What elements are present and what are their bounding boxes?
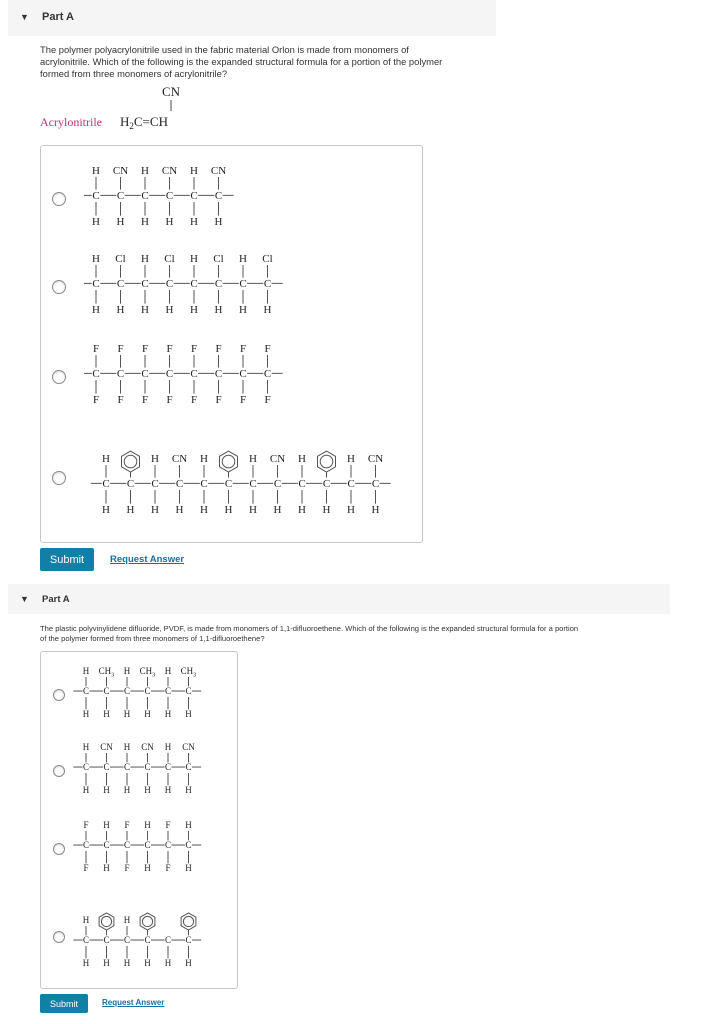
substituent-top: CN: [269, 453, 286, 465]
carbon-atom: C: [224, 478, 233, 490]
carbon-atom: C: [190, 190, 198, 202]
carbon-atom: C: [92, 368, 100, 380]
substituent-bottom: F: [215, 394, 222, 406]
formula-option-4: [72, 893, 222, 973]
carbon-atom: C: [92, 278, 100, 290]
substituent-bottom: H: [126, 504, 135, 516]
substituent-bottom: H: [298, 504, 306, 516]
substituent-top: F: [215, 343, 222, 355]
substituent-bottom: F: [92, 394, 100, 406]
substituent-bottom: H: [102, 504, 110, 516]
question-line: formed from three monomers of acrylonitrile?: [40, 68, 228, 79]
substituent-bottom: H: [214, 216, 223, 228]
substituent-top: F: [239, 343, 247, 355]
carbon-atom: C: [263, 368, 272, 380]
substituent-bottom: H: [175, 504, 184, 516]
carbon-atom: C: [200, 478, 208, 490]
substituent-bottom: H: [123, 785, 131, 795]
carbon-atom: C: [141, 368, 149, 380]
substituent-bottom: H: [371, 504, 380, 516]
substituent-top: Cl: [164, 253, 175, 265]
substituent-bottom: F: [239, 394, 247, 406]
carbon-atom: C: [239, 368, 247, 380]
substituent-bottom: H: [200, 504, 208, 516]
question-text: [40, 624, 578, 644]
carbon-atom: C: [92, 190, 100, 202]
substituent-bottom: H: [144, 958, 151, 968]
carbon-atom: C: [103, 686, 110, 696]
carbon-atom: C: [214, 368, 223, 380]
carbon-atom: C: [239, 278, 247, 290]
substituent-bottom: H: [123, 709, 131, 719]
monomer-label: Acrylonitrile: [40, 115, 102, 129]
substituent-top: H: [82, 742, 90, 752]
substituent-bottom: H: [322, 504, 331, 516]
substituent-bottom: H: [103, 863, 110, 873]
substituent-top: CN: [112, 165, 129, 177]
carbon-atom: C: [164, 935, 172, 945]
substituent-top: H: [200, 453, 208, 465]
substituent-top: $CH_3$: [180, 666, 197, 679]
substituent-top: H: [164, 666, 172, 676]
part-title: Part A: [42, 594, 70, 605]
substituent-bottom: H: [92, 216, 100, 228]
substituent-bottom: H: [185, 709, 192, 719]
substituent-bottom: F: [166, 394, 173, 406]
question-line: The plastic polyvinylidene difluoride, PVDF, is made from monomers of 1,1-difluoroethene. Which of the following is the expanded structural formula for a portion: [40, 624, 579, 633]
submit-button[interactable]: Submit: [40, 548, 94, 571]
carbon-atom: C: [144, 762, 151, 772]
substituent-top: Cl: [115, 253, 126, 265]
substituent-top: F: [92, 343, 100, 355]
substituent-bottom: H: [214, 304, 223, 316]
carbon-atom: C: [164, 762, 172, 772]
substituent-top: CN: [161, 165, 178, 177]
substituent-bottom: H: [144, 863, 151, 873]
substituent-top: H: [82, 666, 90, 676]
substituent-bottom: H: [224, 504, 233, 516]
substituent-bottom: H: [103, 958, 110, 968]
carbon-atom: C: [165, 368, 174, 380]
substituent-top: CN: [100, 742, 113, 752]
carbon-atom: C: [214, 278, 223, 290]
carbon-atom: C: [82, 762, 90, 772]
submit-button[interactable]: Submit: [40, 994, 88, 1013]
substituent-top: H: [249, 453, 257, 465]
substituent-bottom: H: [103, 785, 110, 795]
request-answer-link[interactable]: Request Answer: [102, 998, 165, 1007]
substituent-bottom: H: [185, 785, 192, 795]
option-radio[interactable]: [53, 843, 65, 855]
substituent-bottom: H: [144, 709, 151, 719]
substituent-bottom: H: [144, 785, 151, 795]
carbon-atom: C: [185, 686, 192, 696]
substituent-bottom: H: [151, 504, 159, 516]
carbon-atom: C: [123, 686, 131, 696]
carbon-atom: C: [322, 478, 331, 490]
option-radio[interactable]: [52, 192, 66, 206]
carbon-atom: C: [298, 478, 306, 490]
substituent-bottom: H: [103, 709, 110, 719]
substituent-top: H: [185, 820, 192, 830]
option-radio[interactable]: [52, 280, 66, 294]
carbon-atom: C: [175, 478, 184, 490]
question-line: of the polymer formed from three monomers of 1,1-difluoroethene?: [40, 634, 265, 643]
substituent-bottom: H: [185, 863, 192, 873]
carbon-atom: C: [151, 478, 159, 490]
carbon-atom: C: [144, 840, 151, 850]
substituent-bottom: H: [249, 504, 257, 516]
part-header[interactable]: [8, 584, 670, 614]
part-header[interactable]: [8, 0, 496, 36]
substituent-bottom: H: [190, 216, 198, 228]
monomer-formula: [116, 84, 196, 132]
substituent-bottom: F: [124, 863, 130, 873]
substituent-bottom: H: [92, 304, 100, 316]
substituent-bottom: H: [141, 216, 149, 228]
substituent-top: CN: [182, 742, 195, 752]
carbon-atom: C: [82, 686, 90, 696]
carbon-atom: C: [273, 478, 282, 490]
substituent-top: H: [141, 253, 149, 265]
carbon-atom: C: [185, 935, 192, 945]
substituent-bottom: H: [123, 958, 131, 968]
carbon-atom: C: [144, 935, 151, 945]
formula-option-2: [72, 738, 222, 798]
monomer-top: CN: [162, 84, 181, 99]
collapse-caret-icon[interactable]: ▼: [20, 12, 29, 22]
carbon-atom: C: [249, 478, 257, 490]
part-title: Part A: [42, 11, 74, 23]
formula-sub: 2: [129, 121, 134, 131]
substituent-top: F: [165, 820, 171, 830]
substituent-bottom: H: [165, 216, 174, 228]
carbon-atom: C: [185, 762, 192, 772]
carbon-atom: C: [141, 278, 149, 290]
substituent-top: H: [347, 453, 355, 465]
substituent-top: H: [164, 742, 172, 752]
substituent-top: $CH_3$: [98, 666, 115, 679]
phenyl-ring-icon-ring: [124, 455, 137, 468]
carbon-atom: C: [165, 278, 174, 290]
substituent-top: H: [151, 453, 159, 465]
substituent-bottom: H: [263, 304, 272, 316]
substituent-top: H: [298, 453, 306, 465]
substituent-bottom: H: [82, 785, 90, 795]
collapse-caret-icon[interactable]: ▼: [20, 594, 29, 604]
carbon-atom: C: [116, 190, 125, 202]
carbon-atom: C: [263, 278, 272, 290]
carbon-atom: C: [144, 686, 151, 696]
substituent-bottom: H: [141, 304, 149, 316]
substituent-top: F: [124, 820, 130, 830]
carbon-atom: C: [185, 840, 192, 850]
carbon-atom: C: [123, 840, 131, 850]
question-line: The polymer polyacrylonitrile used in the fabric material Orlon is made from monomers of: [40, 44, 409, 55]
carbon-atom: C: [103, 935, 110, 945]
formula-option-3: [72, 816, 222, 876]
formula-option-3: [84, 336, 294, 408]
carbon-atom: C: [165, 190, 174, 202]
substituent-top: H: [190, 253, 198, 265]
substituent-top: H: [190, 165, 198, 177]
substituent-top: Cl: [262, 253, 273, 265]
substituent-top: H: [92, 165, 100, 177]
substituent-top: H: [103, 820, 110, 830]
question-text: [40, 44, 442, 80]
substituent-bottom: H: [185, 958, 192, 968]
substituent-top: Cl: [213, 253, 224, 265]
substituent-bottom: F: [117, 394, 124, 406]
carbon-atom: C: [141, 190, 149, 202]
carbon-atom: C: [116, 368, 125, 380]
carbon-atom: C: [82, 935, 90, 945]
phenyl-ring-icon-ring: [183, 916, 193, 926]
carbon-atom: C: [190, 278, 198, 290]
substituent-bottom: H: [164, 709, 172, 719]
substituent-top: CN: [141, 742, 154, 752]
substituent-top: H: [141, 165, 149, 177]
substituent-top: H: [102, 453, 110, 465]
option-radio[interactable]: [52, 370, 66, 384]
substituent-bottom: F: [83, 863, 89, 873]
carbon-atom: C: [123, 935, 131, 945]
formula-option-1: [72, 662, 222, 722]
substituent-top: F: [190, 343, 198, 355]
substituent-bottom: H: [82, 709, 90, 719]
formula-option-2: [84, 246, 294, 318]
carbon-atom: C: [116, 278, 125, 290]
carbon-atom: C: [164, 686, 172, 696]
carbon-atom: C: [82, 840, 90, 850]
substituent-bottom: H: [347, 504, 355, 516]
substituent-top: H: [144, 820, 151, 830]
carbon-atom: C: [190, 368, 198, 380]
phenyl-ring-icon-ring: [320, 455, 333, 468]
substituent-bottom: H: [164, 958, 172, 968]
substituent-top: H: [123, 666, 131, 676]
phenyl-ring-icon-ring: [222, 455, 235, 468]
substituent-top: H: [123, 915, 131, 925]
substituent-bottom: H: [164, 785, 172, 795]
substituent-bottom: H: [116, 304, 125, 316]
carbon-atom: C: [103, 762, 110, 772]
carbon-atom: C: [102, 478, 110, 490]
formula-option-1: [84, 158, 254, 230]
substituent-bottom: H: [273, 504, 282, 516]
substituent-top: $CH_3$: [139, 666, 156, 679]
substituent-bottom: H: [190, 304, 198, 316]
substituent-top: F: [83, 820, 89, 830]
substituent-bottom: F: [190, 394, 198, 406]
substituent-top: H: [239, 253, 247, 265]
substituent-bottom: H: [165, 304, 174, 316]
formula-option-4: [84, 428, 404, 520]
option-radio[interactable]: [52, 471, 66, 485]
carbon-atom: C: [347, 478, 355, 490]
substituent-top: H: [123, 742, 131, 752]
carbon-atom: C: [123, 762, 131, 772]
substituent-top: CN: [367, 453, 384, 465]
option-radio[interactable]: [53, 689, 65, 701]
question-line: acrylonitrile. Which of the following is the expanded structural formula for a portion of the polymer: [40, 56, 443, 67]
substituent-bottom: H: [239, 304, 247, 316]
substituent-top: F: [264, 343, 271, 355]
substituent-top: F: [166, 343, 173, 355]
substituent-top: F: [117, 343, 124, 355]
substituent-top: CN: [210, 165, 227, 177]
substituent-top: H: [82, 915, 90, 925]
substituent-bottom: F: [165, 863, 171, 873]
substituent-bottom: H: [116, 216, 125, 228]
carbon-atom: C: [214, 190, 223, 202]
substituent-bottom: H: [82, 958, 90, 968]
carbon-atom: C: [126, 478, 135, 490]
phenyl-ring-icon-ring: [142, 916, 152, 926]
carbon-atom: C: [371, 478, 380, 490]
phenyl-ring-icon-ring: [101, 916, 111, 926]
substituent-bottom: F: [141, 394, 149, 406]
substituent-top: H: [92, 253, 100, 265]
substituent-bottom: F: [264, 394, 271, 406]
option-radio[interactable]: [53, 931, 65, 943]
option-radio[interactable]: [53, 765, 65, 777]
request-answer-link[interactable]: Request Answer: [110, 554, 185, 565]
svg-text:H2C=CH: [120, 114, 168, 131]
carbon-atom: C: [103, 840, 110, 850]
carbon-atom: C: [164, 840, 172, 850]
formula-h: H: [120, 114, 130, 129]
substituent-top: F: [141, 343, 149, 355]
substituent-top: CN: [171, 453, 188, 465]
formula-rest: C=CH: [133, 114, 168, 129]
